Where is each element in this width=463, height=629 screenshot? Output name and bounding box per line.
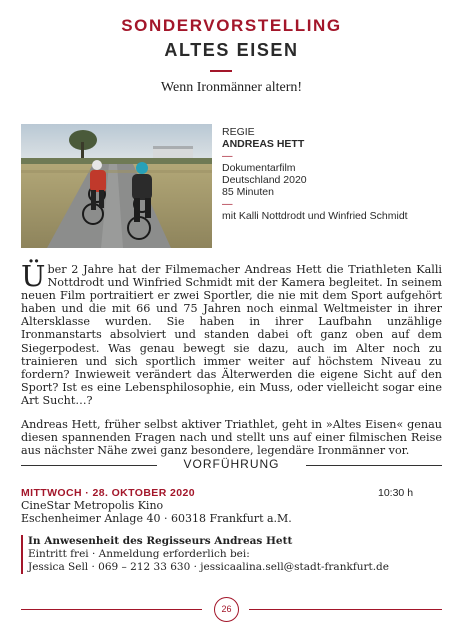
contact-line: Jessica Sell · 069 – 212 33 630 · jessicaalina.sell@stadt-frankfurt.de [28, 561, 389, 573]
film-still-image [21, 124, 212, 248]
registration-note: Eintritt frei · Anmeldung erforderlich bei: [28, 548, 250, 560]
description-paragraph: Andreas Hett, früher selbst aktiver Triathlet, geht in »Altes Eisen« genau diesen spannenden Fragen nach und stellt uns auf einer filmischen Reise aus nächster Nähe zwei ganz besondere, legendäre Ironmänner vor. [21, 418, 442, 458]
screening-section-header [21, 457, 442, 473]
screening-venue [21, 499, 292, 525]
screening-time: 10:30 h [378, 487, 414, 499]
page-footer [21, 596, 442, 622]
film-genre: Dokumentarfilm [222, 162, 296, 174]
film-cast: mit Kalli Nottdrodt und Winfried Schmidt [222, 210, 408, 222]
film-description [21, 259, 442, 458]
film-title: ALTES EISEN [164, 40, 299, 60]
credits-divider: — [222, 198, 233, 210]
film-runtime: 85 Minuten [222, 186, 274, 198]
section-label: VORFÜHRUNG [183, 457, 280, 471]
footer-rule-right [249, 609, 442, 610]
guest-note: In Anwesenheit des Regisseurs Andreas Hett [28, 535, 293, 547]
screening-date: MITTWOCH · 28. OKTOBER 2020 [21, 487, 195, 499]
credits-divider: — [222, 150, 233, 162]
attendance-info [21, 535, 428, 574]
paragraph-text: ber 2 Jahre hat der Filmemacher Andreas Hett die Triathleten Kalli Nottdrodt und Winfried Schmidt mit der Kamera begleitet. In seinem neuen Film portraitiert er zwei Sportler, die nie mit dem Sport aufgehört haben und die mit 66 und 75 Jahren noch einmal Weltmeister in ihrer Altersklasse wurden. Sie haben in ihrer Laufbahn unzählige Ironmanstarts absolviert und standen dabei oft ganz oben auf dem Siegerpodest. Was genau bewegt sie dazu, auch im Alter noch zu trainieren und sich sportlich immer weiter auf höchstem Niveau zu fordern? Inwieweit verändert das Älterwerden die eigene Sicht auf den Sport? Ist es eine Lebensphilosophie, ein Muss, oder vielleicht sogar eine Art Sucht…? [21, 263, 442, 407]
venue-address: Eschenheimer Anlage 40 · 60318 Frankfurt a.M. [21, 512, 292, 525]
film-credits [222, 126, 442, 222]
footer-rule-left [21, 609, 202, 610]
film-country-year: Deutschland 2020 [222, 174, 307, 186]
event-kicker: SONDERVORSTELLING [121, 16, 342, 35]
film-subtitle: Wenn Ironmänner altern! [160, 80, 303, 95]
title-divider [210, 70, 232, 72]
description-paragraph [21, 259, 442, 407]
venue-name: CineStar Metropolis Kino [21, 499, 164, 512]
drop-cap: Ü [21, 259, 46, 293]
director-name: ANDREAS HETT [222, 138, 305, 150]
page-number: 26 [214, 597, 239, 622]
director-label: REGIE [222, 126, 255, 138]
